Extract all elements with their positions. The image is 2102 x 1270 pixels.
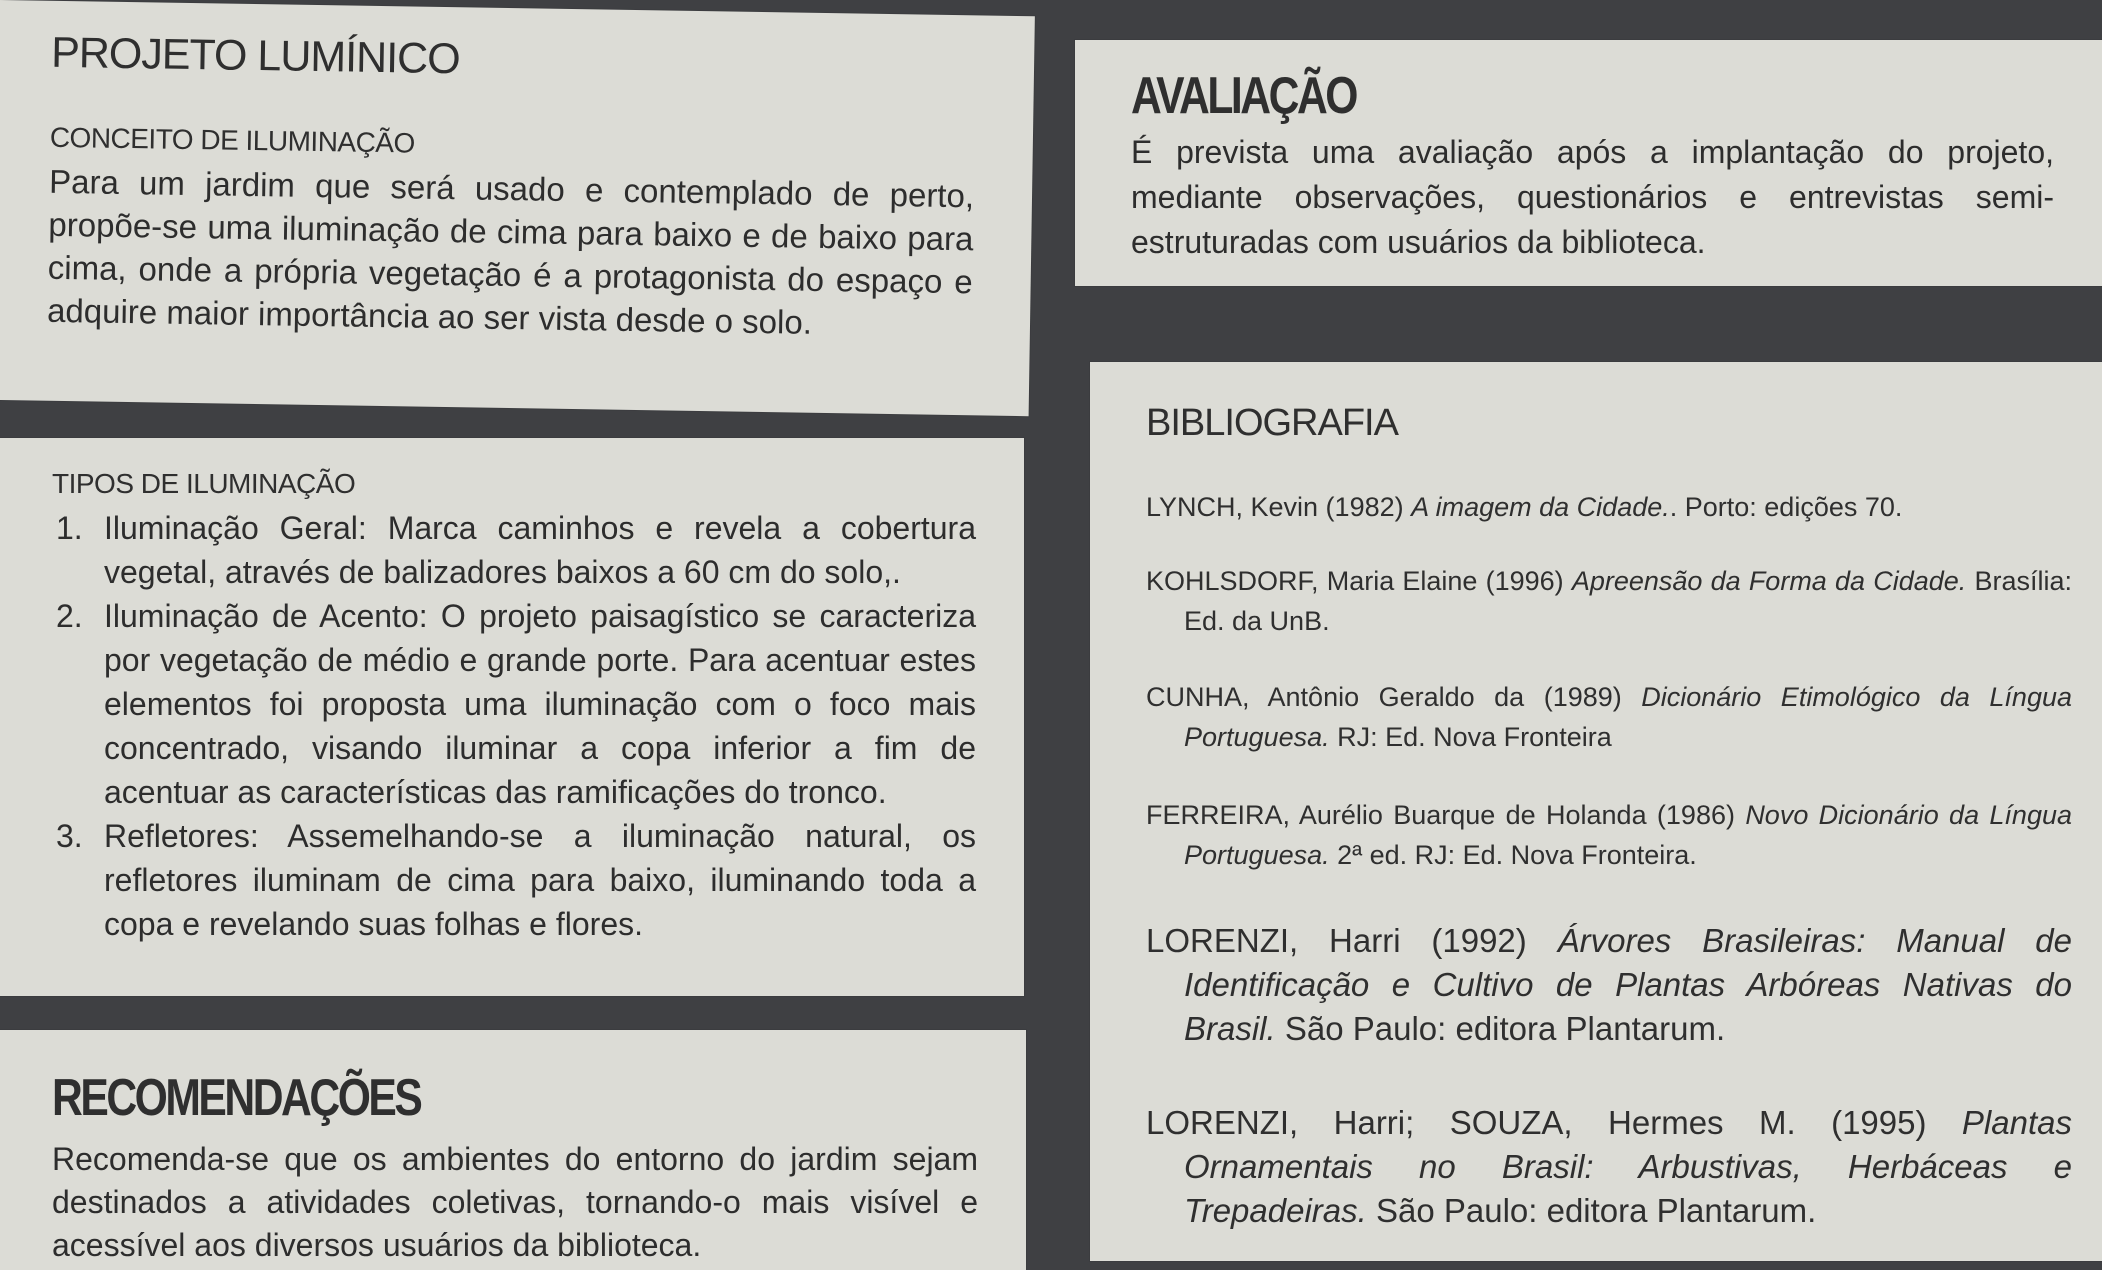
projeto-luminico-title: PROJETO LUMÍNICO [50, 28, 460, 84]
reference-item [1146, 1101, 2072, 1233]
list-item-text: Refletores: Assemelhando-se a iluminação natural, os refletores iluminam de cima para baixo, iluminando toda a copa e revelando suas folhas e flores. [104, 818, 976, 942]
tipos-iluminacao-title: TIPOS DE ILUMINAÇÃO [52, 468, 356, 499]
reference-publisher: São Paulo: editora Plantarum. [1275, 1010, 1726, 1047]
reference-work-title: Dicionário Etimológico da Língua Portuguesa. [1184, 682, 2072, 752]
list-item-number: 2. [56, 598, 83, 634]
conceito-iluminacao-subtitle: CONCEITO DE ILUMINAÇÃO [49, 121, 416, 159]
tipos-iluminacao-card [0, 438, 1024, 996]
list-item [52, 506, 976, 594]
reference-work-title: Novo Dicionário da Língua Portuguesa. [1184, 800, 2073, 870]
recomendacoes-card [0, 1030, 1026, 1270]
reference-item [1146, 561, 2072, 641]
avaliacao-text: É prevista uma avaliação após a implantação do projeto, mediante observações, questionários e entrevistas semi-estruturadas com usuários da biblioteca. [1131, 134, 2054, 260]
reference-author: CUNHA, Antônio Geraldo da (1989) [1146, 682, 1642, 712]
tipos-iluminacao-list [52, 506, 976, 946]
avaliacao-title: AVALIAÇÃO [1131, 67, 1357, 125]
reference-item [1146, 487, 2072, 527]
bibliografia-card [1090, 362, 2102, 1261]
reference-publisher: . Porto: edições 70. [1669, 492, 1903, 522]
reference-item [1146, 677, 2072, 757]
list-item-number: 3. [56, 818, 83, 854]
list-item-text: Iluminação de Acento: O projeto paisagístico se caracteriza por vegetação de médio e grande porte. Para acentuar estes elementos foi proposta uma iluminação com o foco mais concentrado, visando iluminar a copa inferior a fim de acentuar as características das ramificações do tronco. [104, 598, 976, 810]
recomendacoes-title: RECOMENDAÇÕES [52, 1069, 421, 1127]
reference-item [1146, 795, 2072, 875]
projeto-luminico-card [0, 0, 1035, 416]
list-item [52, 594, 976, 814]
reference-author: FERREIRA, Aurélio Buarque de Holanda (1986) [1146, 800, 1746, 830]
list-item-number: 1. [56, 510, 83, 546]
reference-publisher: RJ: Ed. Nova Fronteira [1329, 722, 1612, 752]
reference-publisher: Brasília: Ed. da UnB. [1184, 566, 2072, 636]
reference-work-title: Plantas Ornamentais no Brasil: Arbustivas, Herbáceas e Trepadeiras. [1184, 1104, 2072, 1229]
reference-work-title: A imagem da Cidade. [1411, 492, 1670, 522]
reference-work-title: Apreensão da Forma da Cidade. [1571, 566, 1967, 596]
reference-author: LYNCH, Kevin (1982) [1146, 492, 1412, 522]
conceito-iluminacao-text: Para um jardim que será usado e contemplado de perto, propõe-se uma iluminação de cima para baixo e de baixo para cima, onde a própria vegetação é a protagonista do espaço e adquire maior importância ao ser vista desde o solo. [46, 162, 975, 341]
list-item [52, 814, 976, 946]
bibliografia-list [1146, 487, 2072, 1233]
reference-publisher: São Paulo: editora Plantarum. [1366, 1192, 1817, 1229]
avaliacao-card [1075, 40, 2102, 286]
reference-author: LORENZI, Harri (1992) [1146, 922, 1558, 959]
bibliografia-title: BIBLIOGRAFIA [1146, 402, 1398, 444]
list-item-text: Iluminação Geral: Marca caminhos e revela a cobertura vegetal, através de balizadores baixos a 60 cm do solo,. [104, 510, 976, 590]
reference-publisher: 2ª ed. RJ: Ed. Nova Fronteira. [1329, 840, 1697, 870]
reference-work-title: Árvores Brasileiras: Manual de Identificação e Cultivo de Plantas Arbóreas Nativas do Brasil. [1184, 922, 2072, 1047]
reference-item [1146, 919, 2072, 1051]
reference-author: KOHLSDORF, Maria Elaine (1996) [1146, 566, 1572, 596]
recomendacoes-text: Recomenda-se que os ambientes do entorno do jardim sejam destinados a atividades coletivas, tornando-o mais visível e acessível aos diversos usuários da biblioteca. [52, 1141, 978, 1263]
reference-author: LORENZI, Harri; SOUZA, Hermes M. (1995) [1146, 1104, 1962, 1141]
